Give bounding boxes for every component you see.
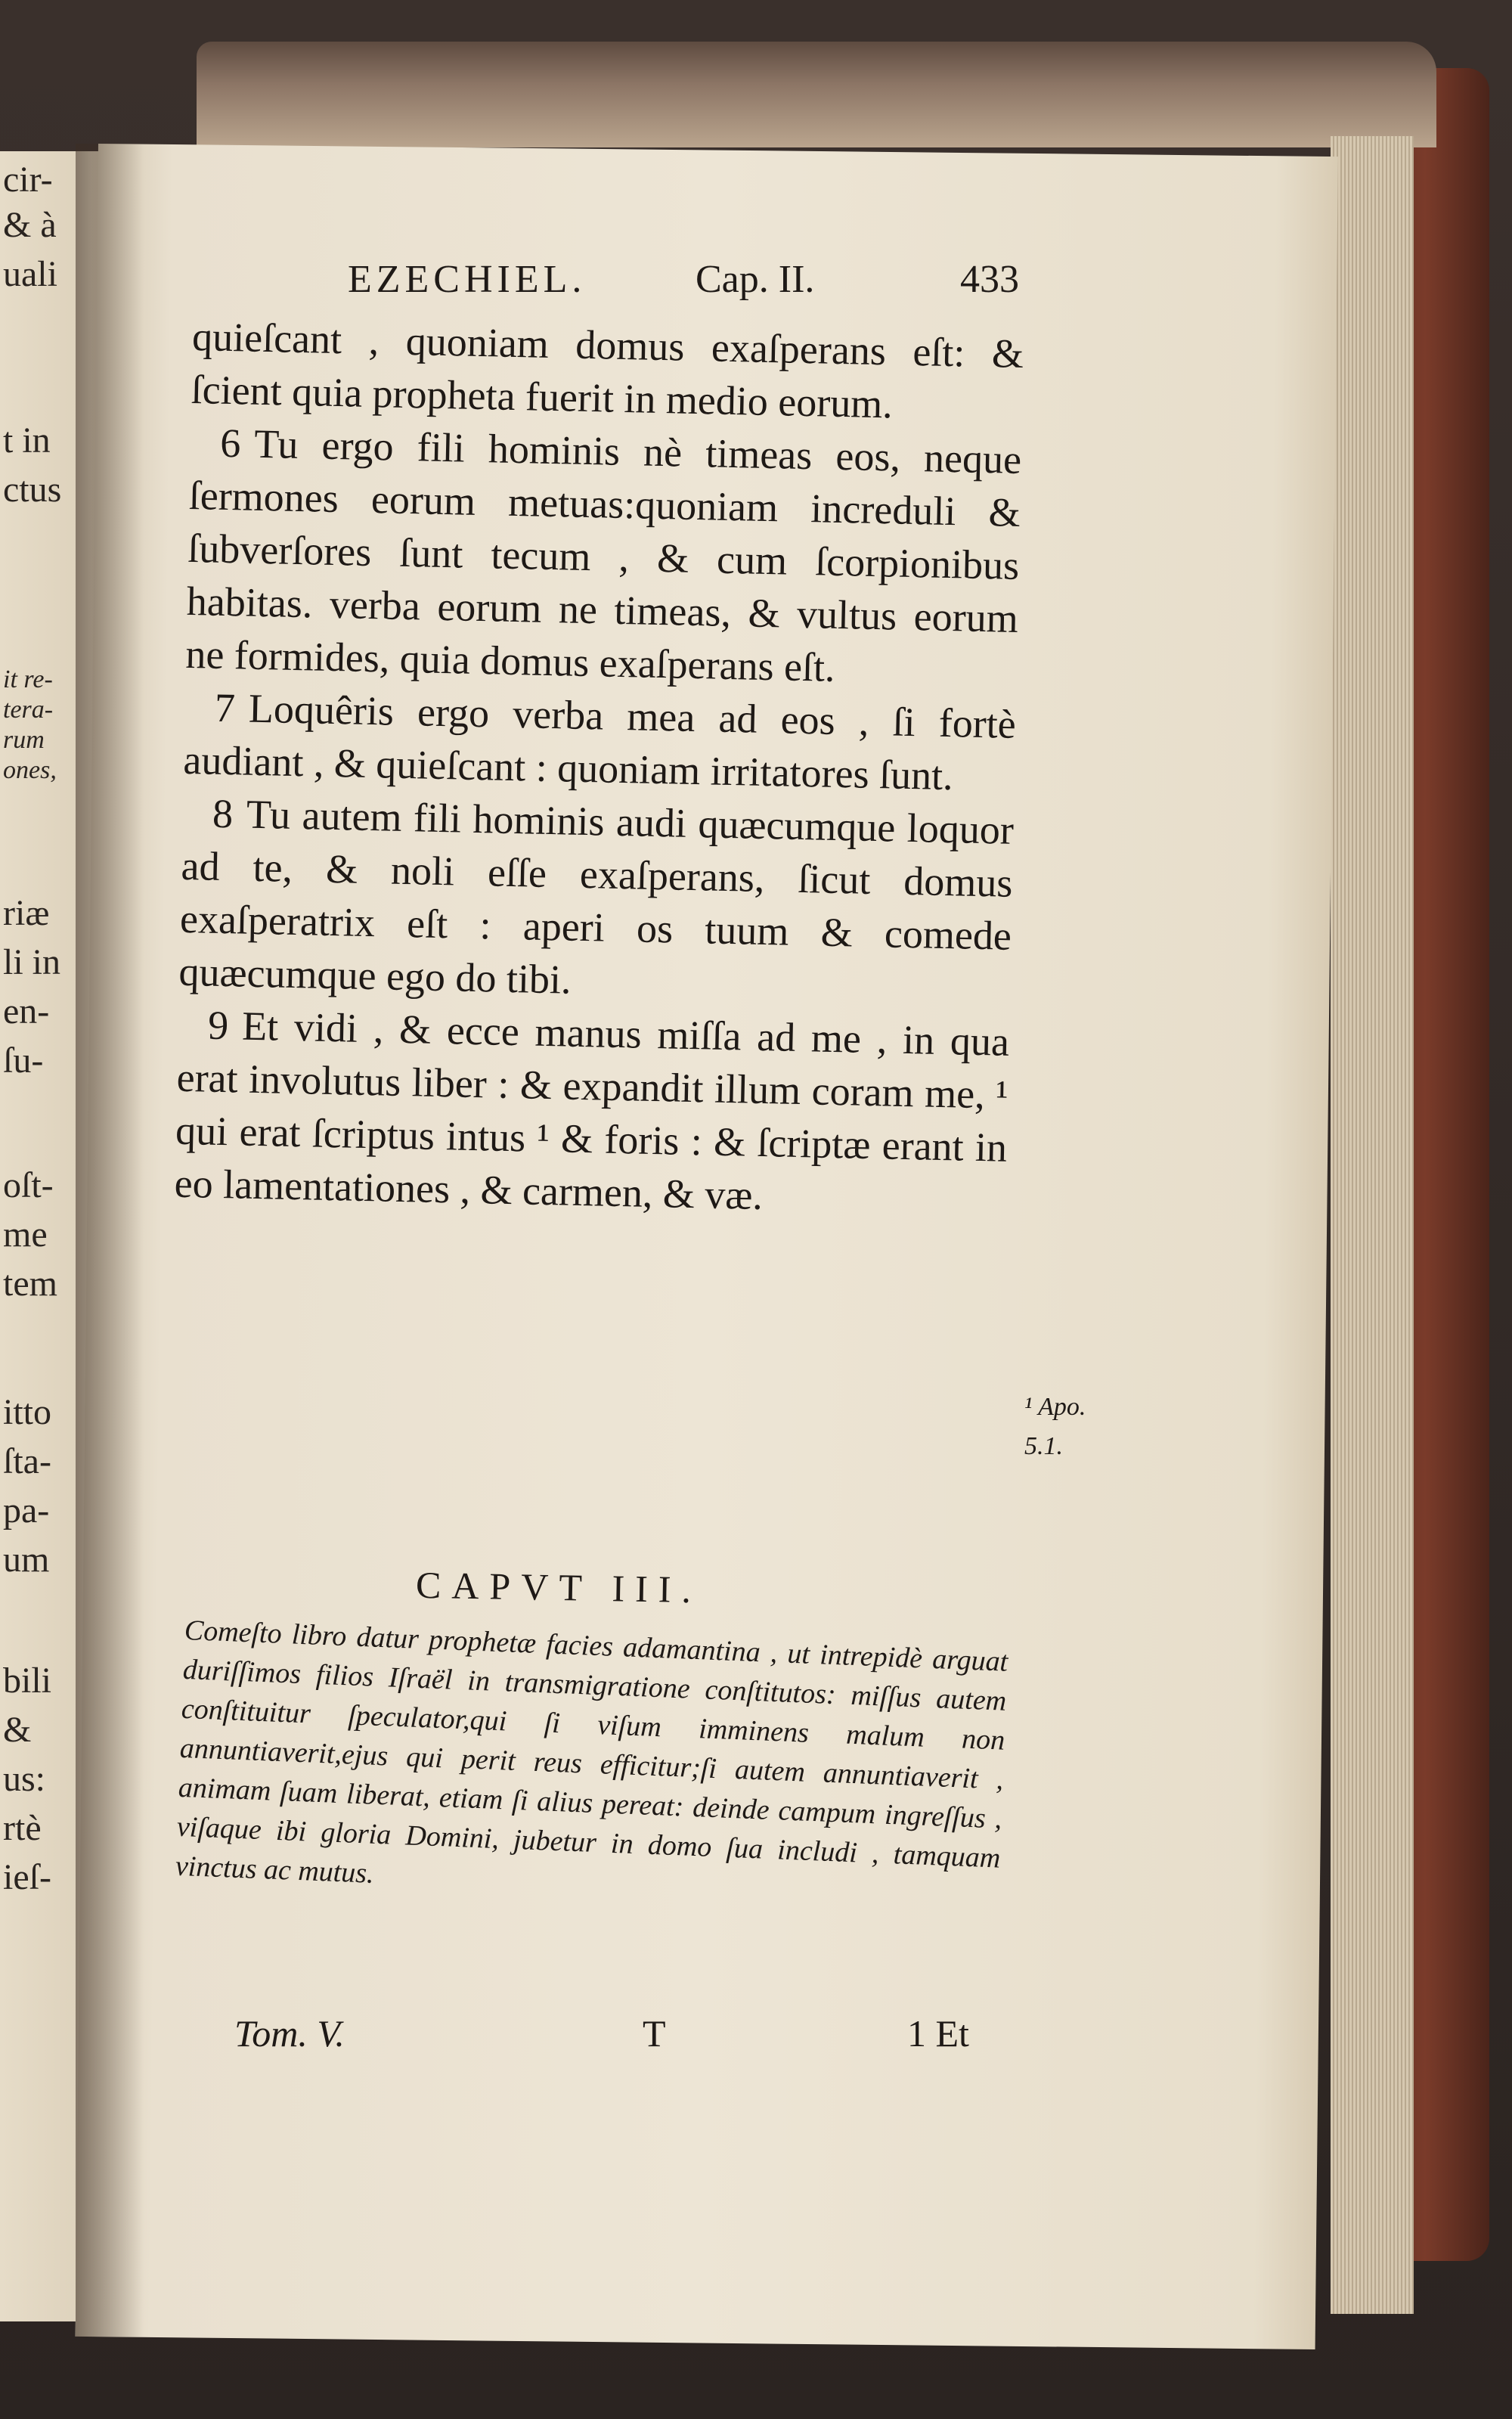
left-page-fragment: riæ bbox=[3, 893, 50, 933]
verse-paragraph bbox=[191, 310, 1024, 433]
left-page-fragment: ſu- bbox=[3, 1040, 44, 1081]
left-page-fragment: ſta- bbox=[3, 1441, 51, 1481]
left-page-fragment: bili bbox=[3, 1661, 52, 1701]
left-page-fragment: & à bbox=[3, 205, 57, 245]
verse-number: 9 bbox=[207, 1002, 229, 1049]
chapter-summary bbox=[175, 1611, 1009, 1918]
verse-text: Tu ergo fili hominis nè timeas eos, neque ſermones eorum metuas:quoniam increduli & ſubverſores ſunt tecum , & cum ſcorpionibus habitas. verba eorum ne timeas, & vultus eorum ne formides, quia domus exaſperans eſt. bbox=[184, 420, 1022, 690]
running-head bbox=[348, 257, 1043, 310]
left-page-fragment: li in bbox=[3, 942, 61, 982]
chapter-label: Cap. II. bbox=[696, 258, 815, 301]
left-page-fragment: en- bbox=[3, 991, 50, 1031]
verse-number: 6 bbox=[219, 420, 241, 467]
signature-mark: T bbox=[643, 2012, 666, 2055]
verse-paragraph bbox=[174, 998, 1010, 1227]
left-page-fragment: us: bbox=[3, 1759, 46, 1799]
left-page-fragment: tera- bbox=[3, 696, 54, 724]
chapter-heading: CAPVT III. bbox=[415, 1563, 702, 1611]
left-page-fragment: itto bbox=[3, 1392, 52, 1432]
verse-text: quieſcant , quoniam domus exaſperans eſt: & ſcient quia propheta fuerit in medio eorum. bbox=[191, 313, 1024, 427]
gutter-shadow bbox=[76, 144, 144, 2337]
catchword: 1 Et bbox=[907, 2012, 969, 2055]
chapter-summary-text: Comeſto libro datur prophetæ facies adamantina , ut intrepidè arguat duriſſimos filios Iſraël in transmigratione conſtitutos: miſſus autem conſtituitur ſpeculator,qui ſi viſum imminens malum non annuntiaverit,ejus qui perit reus efficitur;ſi autem annuntiaverit , animam ſuam liberat, etiam ſi alius pereat: deinde campum ingreſſus , viſaque ibi gloria Domini, jubetur in domo ſua includi , tamquam vinctus ac mutus. bbox=[175, 1614, 1009, 1890]
margin-note-line: 5.1. bbox=[1024, 1432, 1063, 1460]
left-page-fragment: me bbox=[3, 1214, 48, 1254]
left-page-fragment: & bbox=[3, 1710, 32, 1750]
left-page-fragment: t in bbox=[3, 420, 51, 461]
left-page-fragment: oſt- bbox=[3, 1165, 54, 1205]
body-text bbox=[174, 310, 1024, 1227]
page-footer bbox=[234, 2011, 1036, 2072]
verse-paragraph bbox=[183, 681, 1017, 804]
book-top-edge bbox=[197, 42, 1436, 147]
book-title: EZECHIEL. bbox=[348, 258, 587, 301]
left-page-fragment: um bbox=[3, 1540, 50, 1580]
left-page-fragment: ctus bbox=[3, 470, 62, 510]
left-page-fragment: cir- bbox=[3, 160, 53, 200]
margin-note bbox=[1024, 1388, 1086, 1466]
verse-paragraph bbox=[178, 786, 1015, 1016]
left-page-fragment: ieſ- bbox=[3, 1857, 51, 1897]
verse-paragraph bbox=[185, 416, 1022, 698]
page-number: 433 bbox=[960, 258, 1019, 301]
verse-number: 7 bbox=[214, 684, 236, 731]
margin-note-line: ¹ Apo. bbox=[1024, 1393, 1086, 1421]
verse-number: 8 bbox=[212, 790, 234, 837]
volume-label: Tom. V. bbox=[234, 2012, 345, 2055]
left-page-fragment: rtè bbox=[3, 1808, 42, 1848]
page-stack-edge bbox=[1331, 136, 1414, 2314]
verse-text: Tu autem fili hominis audi quæcumque loquor ad te, & noli eſſe exaſperans, ſicut domus exaſperatrix eſt : aperi os tuum & comede quæcumque ego do tibi. bbox=[178, 791, 1015, 1003]
verse-text: Et vidi , & ecce manus miſſa ad me , in qua erat involutus liber : & expandit illum coram me, ¹ qui erat ſcriptus intus ¹ & foris : & ſcriptæ erant in eo lamentationes , & carmen, & væ. bbox=[174, 1003, 1010, 1219]
left-page-fragment: uali bbox=[3, 254, 57, 294]
left-page-fragment: ones, bbox=[3, 756, 57, 784]
left-page-fragment: pa- bbox=[3, 1490, 50, 1530]
left-page-fragment: it re- bbox=[3, 665, 53, 693]
left-page-fragment: rum bbox=[3, 726, 45, 754]
verse-text: Loquêris ergo verba mea ad eos , ſi fortè audiant , & quieſcant : quoniam irritatores ſunt. bbox=[182, 685, 1017, 799]
left-page-fragment: tem bbox=[3, 1264, 57, 1304]
